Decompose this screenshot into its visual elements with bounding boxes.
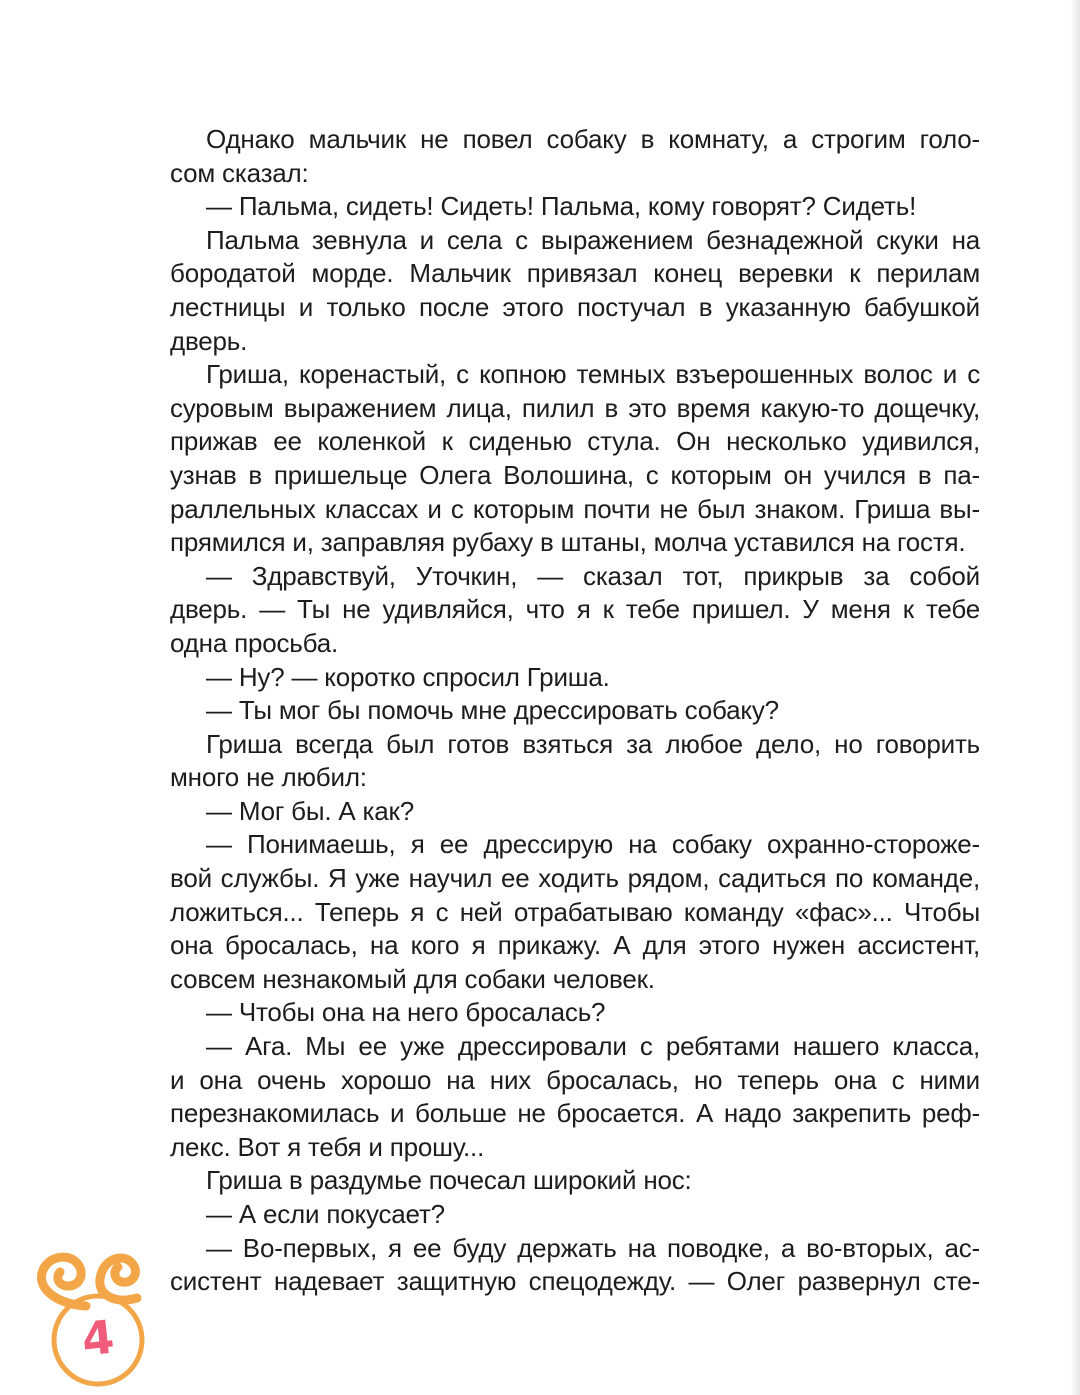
text-line: лекс. Вот я тебя и прошу... <box>170 1131 485 1162</box>
text-line: одна просьба. <box>170 627 339 658</box>
text-line: раллельных классах и с которым почти не был знаком. Гриша вы- <box>170 493 980 524</box>
text-line: — Ты мог бы помочь мне дрессировать собаку? <box>206 695 779 726</box>
text-line: — Чтобы она на него бросалась? <box>206 997 606 1028</box>
page-number: 4 <box>79 1309 117 1367</box>
text-line: она бросалась, на кого я прикажу. А для этого нужен ассистент, <box>170 930 980 961</box>
text-line: Пальма зевнула и села с выражением безнадежной скуки на <box>206 224 980 255</box>
text-line: систент надевает защитную спецодежду. — Олег развернул сте- <box>170 1266 980 1297</box>
text-line: — А если покусает? <box>206 1199 445 1229</box>
paragraph <box>170 728 980 795</box>
text-line: — Здравствуй, Уточкин, — сказал тот, прикрыв за собой <box>206 560 980 591</box>
paragraph <box>170 224 980 358</box>
text-line: Гриша в раздумье почесал широкий нос: <box>206 1165 692 1196</box>
text-line: — Пальма, сидеть! Сидеть! Пальма, кому говорят? Сидеть! <box>206 191 917 222</box>
text-line: перезнакомилась и больше не бросается. А надо закрепить реф- <box>170 1098 980 1129</box>
scan-edge-shadow <box>1070 0 1080 1395</box>
text-line: Гриша, коренастый, с копною темных взъерошенных волос и с <box>206 359 980 390</box>
paragraph <box>170 1030 980 1164</box>
text-line: дверь. <box>170 325 248 356</box>
text-line: и она очень хорошо на них бросалась, но теперь она с ними <box>170 1064 980 1095</box>
text-line: — Ну? — коротко спросил Гриша. <box>206 661 610 692</box>
text-line: бородатой морде. Мальчик привязал конец веревки к перилам <box>170 258 980 289</box>
text-line: много не любил: <box>170 762 367 793</box>
text-line: прямился и, заправляя рубаху в штаны, молча уставился на гостя. <box>170 527 966 558</box>
paragraph <box>170 1232 980 1299</box>
text-line: совсем незнакомый для собаки человек. <box>170 963 655 994</box>
paragraph <box>170 123 980 190</box>
paragraph <box>170 358 980 560</box>
text-line: Гриша всегда был готов взяться за любое дело, но говорить <box>206 728 980 759</box>
text-line: узнав в пришельце Олега Волошина, с которым он учился в па- <box>170 459 980 490</box>
text-line: вой службы. Я уже научил ее ходить рядом, садиться по команде, <box>170 863 980 894</box>
text-line: суровым выражением лица, пилил в это время какую-то дощечку, <box>170 392 980 423</box>
text-line: прижав ее коленкой к сиденью стула. Он несколько удивился, <box>170 426 980 457</box>
paragraph <box>170 1164 980 1198</box>
paragraph <box>170 795 980 829</box>
paragraph <box>170 1198 980 1232</box>
text-line: лестницы и только после этого постучал в указанную бабушкой <box>170 291 980 322</box>
text-line: дверь. — Ты не удивляйся, что я к тебе пришел. У меня к тебе <box>170 594 980 625</box>
page-number-ornament <box>36 1244 152 1390</box>
text-line: сом сказал: <box>170 157 309 188</box>
text-line: — Во-первых, я ее буду держать на поводке, а во-вторых, ас- <box>206 1232 980 1263</box>
paragraph <box>170 694 980 728</box>
text-line: Однако мальчик не повел собаку в комнату, а строгим голо- <box>206 124 980 154</box>
paragraph <box>170 661 980 695</box>
paragraph <box>170 996 980 1030</box>
text-line: ложиться... Теперь я с ней отрабатываю команду «фас»... Чтобы <box>170 896 980 927</box>
paragraph <box>170 560 980 661</box>
text-line: — Ага. Мы ее уже дрессировали с ребятами нашего класса, <box>206 1031 980 1062</box>
paragraph <box>170 828 980 996</box>
text-line: — Мог бы. А как? <box>206 795 414 826</box>
text-line: — Понимаешь, я ее дрессирую на собаку охранно-стороже- <box>206 829 980 860</box>
paragraph <box>170 190 980 224</box>
page-text <box>170 123 980 1299</box>
